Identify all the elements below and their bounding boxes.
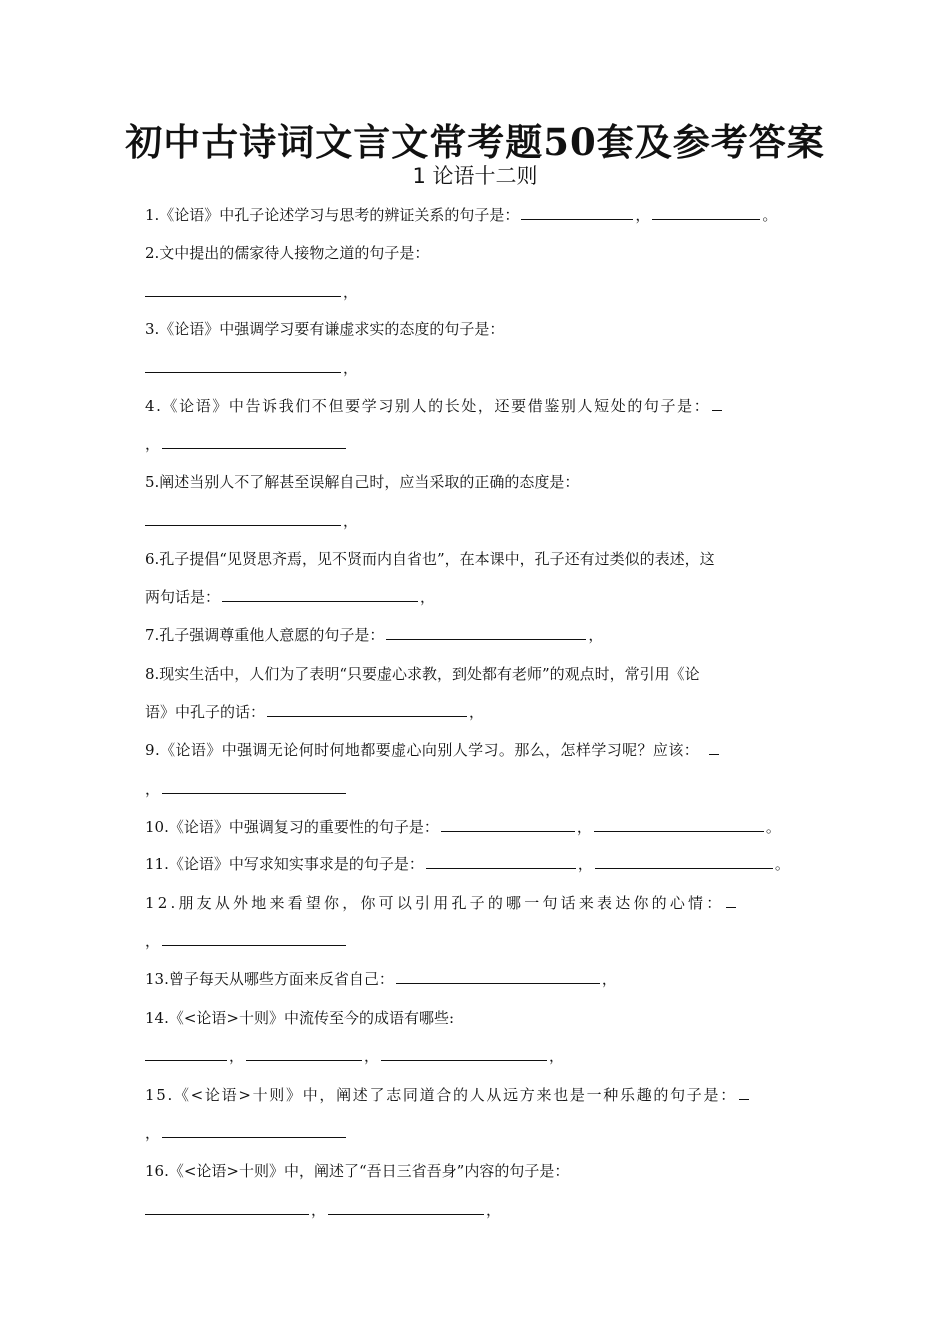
answer-blank[interactable] xyxy=(594,817,764,832)
question-15 xyxy=(145,1085,810,1105)
question-text: 16.《<论语>十则》中，阐述了“吾日三省吾身”内容的句子是： xyxy=(145,1162,570,1180)
answer-blank[interactable] xyxy=(396,969,600,984)
comma: ， xyxy=(145,435,161,453)
answer-blank[interactable] xyxy=(712,396,722,411)
question-8 xyxy=(145,664,810,684)
answer-blank[interactable] xyxy=(652,205,760,220)
question-1 xyxy=(145,205,810,225)
question-3 xyxy=(145,319,810,339)
question-text: 12.朋友从外地来看望你，你可以引用孔子的哪一句话来表达你的心情： xyxy=(145,894,725,912)
answer-blank[interactable] xyxy=(162,779,346,794)
answer-blank[interactable] xyxy=(145,282,341,297)
period: 。 xyxy=(762,206,778,224)
question-5 xyxy=(145,472,810,492)
document-title: 初中古诗词文言文常考题50套及参考答案 xyxy=(125,120,825,164)
question-12 xyxy=(145,893,810,913)
question-text: 9.《论语》中强调无论何时何地都要虚心向别人学习。那么，怎样学习呢？应该： xyxy=(145,741,700,759)
question-16 xyxy=(145,1161,810,1181)
answer-blank[interactable] xyxy=(709,740,719,755)
answer-blank[interactable] xyxy=(521,205,633,220)
answer-blank[interactable] xyxy=(145,1200,309,1215)
comma: ， xyxy=(635,206,651,224)
period: 。 xyxy=(774,855,790,873)
answer-blank[interactable] xyxy=(739,1085,749,1100)
question-text: 15.《<论语>十则》中，阐述了志同道合的人从远方来也是一种乐趣的句子是： xyxy=(145,1086,737,1104)
question-14 xyxy=(145,1008,810,1028)
question-2 xyxy=(145,243,810,263)
answer-blank[interactable] xyxy=(441,817,575,832)
answer-blank[interactable] xyxy=(145,511,341,526)
question-text: 2.文中提出的儒家待人接物之道的句子是： xyxy=(145,244,430,262)
question-8-line2 xyxy=(145,702,810,722)
answer-blank[interactable] xyxy=(162,1123,346,1138)
question-text: 1.《论语》中孔子论述学习与思考的辨证关系的句子是： xyxy=(145,206,520,224)
question-6 xyxy=(145,549,810,569)
question-text: 6.孔子提倡“见贤思齐焉，见不贤而内自省也”，在本课中，孔子还有过类似的表述，这 xyxy=(145,550,715,568)
answer-blank[interactable] xyxy=(381,1046,547,1061)
question-text: 13.曾子每天从哪些方面来反省自己： xyxy=(145,970,394,988)
comma: ， xyxy=(145,932,161,950)
question-4 xyxy=(145,396,810,416)
answer-blank[interactable] xyxy=(162,434,346,449)
question-text: 4.《论语》中告诉我们不但要学习别人的长处，还要借鉴别人短处的句子是： xyxy=(145,397,711,415)
question-6-line2 xyxy=(145,587,810,607)
question-text: 5.阐述当别人不了解甚至误解自己时，应当采取的正确的态度是： xyxy=(145,473,580,491)
question-12-answer xyxy=(145,931,810,951)
answer-blank[interactable] xyxy=(145,358,341,373)
comma: ， xyxy=(364,1047,380,1065)
answer-blank[interactable] xyxy=(246,1046,362,1061)
answer-blank[interactable] xyxy=(386,625,586,640)
comma: ， xyxy=(576,818,592,836)
comma: ， xyxy=(577,855,593,873)
question-text: 14.《<论语>十则》中流传至今的成语有哪些: xyxy=(145,1009,455,1027)
question-14-answer xyxy=(145,1046,810,1066)
comma: ， xyxy=(343,512,359,530)
comma: ， xyxy=(343,283,359,301)
period: 。 xyxy=(765,818,781,836)
question-11 xyxy=(145,854,810,874)
question-16-answer xyxy=(145,1200,810,1220)
answer-blank[interactable] xyxy=(426,854,576,869)
comma: ， xyxy=(486,1201,502,1219)
comma: ， xyxy=(311,1201,327,1219)
question-9-answer xyxy=(145,779,810,799)
question-9 xyxy=(145,740,810,760)
comma: ， xyxy=(229,1047,245,1065)
question-3-answer xyxy=(145,358,810,378)
question-10 xyxy=(145,817,810,837)
answer-blank[interactable] xyxy=(162,931,346,946)
answer-blank[interactable] xyxy=(328,1200,484,1215)
comma: ， xyxy=(145,780,161,798)
answer-blank[interactable] xyxy=(595,854,773,869)
question-2-answer xyxy=(145,282,810,302)
answer-blank[interactable] xyxy=(726,893,736,908)
comma: ， xyxy=(549,1047,565,1065)
answer-blank[interactable] xyxy=(222,587,418,602)
question-text: 11.《论语》中写求知实事求是的句子是： xyxy=(145,855,424,873)
question-5-answer xyxy=(145,511,810,531)
question-text: 3.《论语》中强调学习要有谦虚求实的态度的句子是： xyxy=(145,320,505,338)
comma: ， xyxy=(469,703,485,721)
comma: ， xyxy=(420,588,436,606)
comma: ， xyxy=(588,626,604,644)
question-text: 语》中孔子的话： xyxy=(145,703,266,721)
answer-blank[interactable] xyxy=(267,702,467,717)
comma: ， xyxy=(145,1124,161,1142)
section-title: 1 论语十二则 xyxy=(412,164,538,188)
question-text: 10.《论语》中强调复习的重要性的句子是： xyxy=(145,818,439,836)
comma: ， xyxy=(601,970,617,988)
comma: ， xyxy=(343,359,359,377)
question-text: 两句话是： xyxy=(145,588,221,606)
question-7 xyxy=(145,625,810,645)
answer-blank[interactable] xyxy=(145,1046,227,1061)
question-text: 8.现实生活中，人们为了表明“只要虚心求教，到处都有老师”的观点时，常引用《论 xyxy=(145,665,700,683)
question-text: 7.孔子强调尊重他人意愿的句子是： xyxy=(145,626,385,644)
question-4-answer xyxy=(145,434,810,454)
question-15-answer xyxy=(145,1123,810,1143)
question-13 xyxy=(145,969,810,989)
